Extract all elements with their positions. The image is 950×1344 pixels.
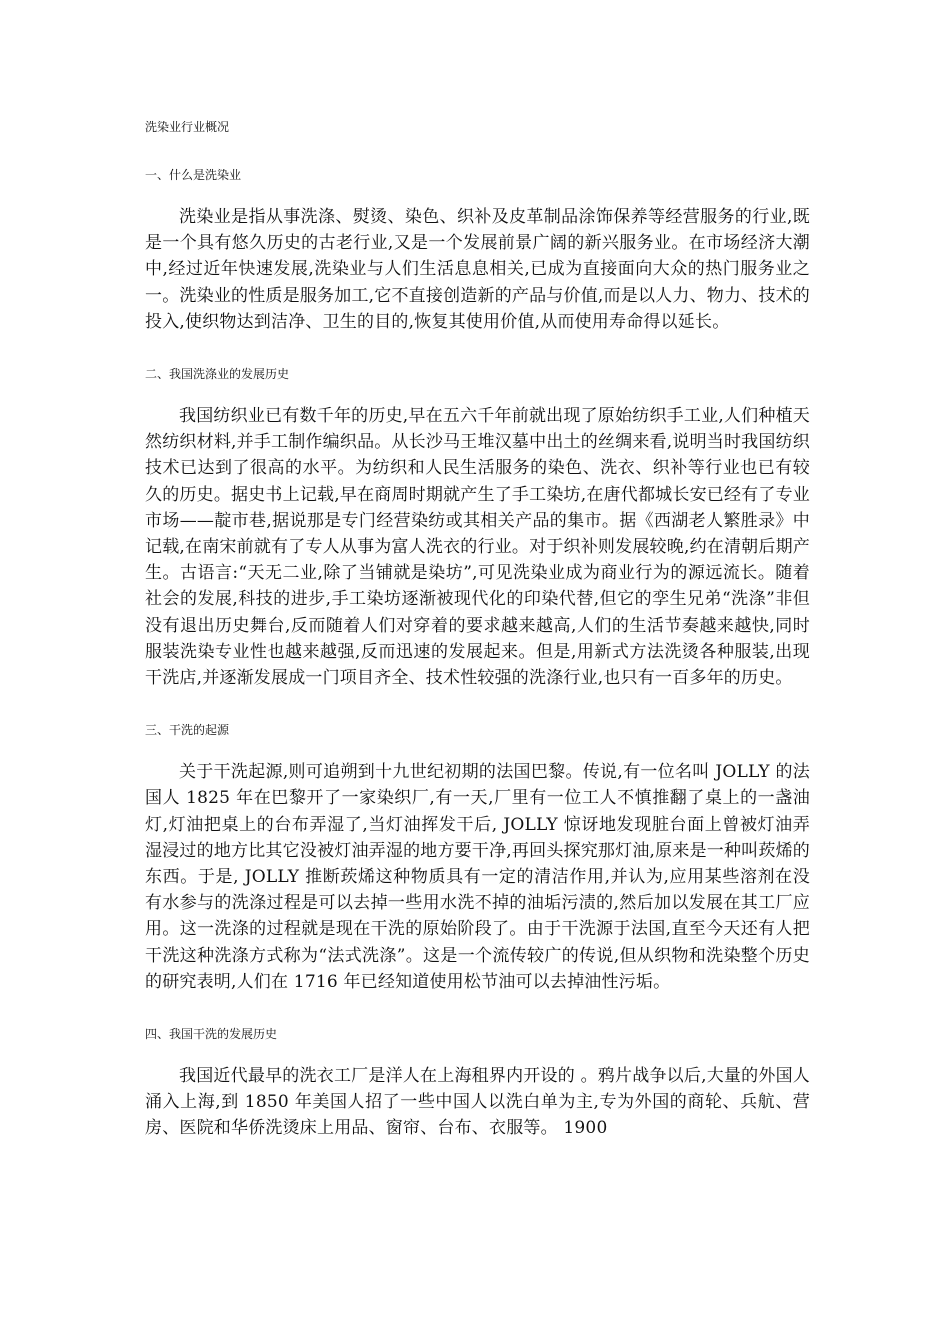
section-heading-2: 二、我国洗涤业的发展历史 [145,367,290,382]
document-page [145,118,810,1142]
section-paragraph-4: 我国近代最早的洗衣工厂是洋人在上海租界内开设的 。鸦片战争以后,大量的外国人涌入上海,到 1850 年美国人招了一些中国人以洗白单为主,专为外国的商轮、兵航、营房、医院和华侨洗烫床上用品、窗帘、台布、衣服等。 1900 [145,1066,810,1139]
section-heading-3: 三、干洗的起源 [145,723,230,738]
section-paragraph-3: 关于干洗起源,则可追朔到十九世纪初期的法国巴黎。传说,有一位名叫 JOLLY 的法国人 1825 年在巴黎开了一家染织厂,有一天,厂里有一位工人不慎推翻了桌上的一盏油灯,灯油把桌上的台布弄湿了,当灯油挥发干后, JOLLY 惊讶地发现脏台面上曾被灯油弄湿浸过的地方比其它没被灯油弄湿的地方要干净,再回头探究那灯油,原来是一种叫莰烯的东西。于是, JOLLY 推断莰烯这种物质具有一定的清洁作用,并认为,应用某些溶剂在没有水参与的洗涤过程是可以去掉一些用水洗不掉的油垢污渍的,然后加以发展在其工厂应用。这一洗涤的过程就是现在干洗的原始阶段了。由于干洗源于法国,直至今天还有人把干洗这种洗涤方式称为“法式洗涤”。这是一个流传较广的传说,但从织物和洗染整个历史的研究表明,人们在 1716 年已经知道使用松节油可以去掉油性污垢。 [145,762,810,992]
section-paragraph-1: 洗染业是指从事洗涤、熨烫、染色、织补及皮革制品涂饰保养等经营服务的行业,既是一个具有悠久历史的古老行业,又是一个发展前景广阔的新兴服务业。在市场经济大潮中,经过近年快速发展,洗染业与人们生活息息相关,已成为直接面向大众的热门服务业之一。洗染业的性质是服务加工,它不直接创造新的产品与价值,而是以人力、物力、技术的投入,使织物达到洁净、卫生的目的,恢复其使用价值,从而使用寿命得以延长。 [145,207,810,332]
section-heading-1: 一、什么是洗染业 [145,168,242,182]
section-paragraph-2: 我国纺织业已有数千年的历史,早在五六千年前就出现了原始纺织手工业,人们种植天然纺织材料,并手工制作编织品。从长沙马王堆汉墓中出土的丝绸来看,说明当时我国纺织技术已达到了很高的水平。为纺织和人民生活服务的染色、洗衣、织补等行业也已有较久的历史。据史书上记载,早在商周时期就产生了手工染坊,在唐代都城长安已经有了专业市场——靛市巷,据说那是专门经营染纺或其相关产品的集市。据《西湖老人繁胜录》中记载,在南宋前就有了专人从事为富人洗衣的行业。对于织补则发展较晚,约在清朝后期产生。古语言:“天无二业,除了当铺就是染坊”,可见洗染业成为商业行为的源远流长。随着社会的发展,科技的进步,手工染坊逐渐被现代化的印染代替,但它的孪生兄弟“洗涤”非但没有退出历史舞台,反而随着人们对穿着的要求越来越高,人们的生活节奏越来越快,同时服装洗染专业性也越来越强,反而迅速的发展起来。但是,用新式方法洗烫各种服装,出现干洗店,并逐渐发展成一门项目齐全、技术性较强的洗涤行业,也只有一百多年的历史。 [145,406,810,689]
document-title: 洗染业行业概况 [145,120,230,134]
section-heading-4: 四、我国干洗的发展历史 [145,1027,278,1042]
